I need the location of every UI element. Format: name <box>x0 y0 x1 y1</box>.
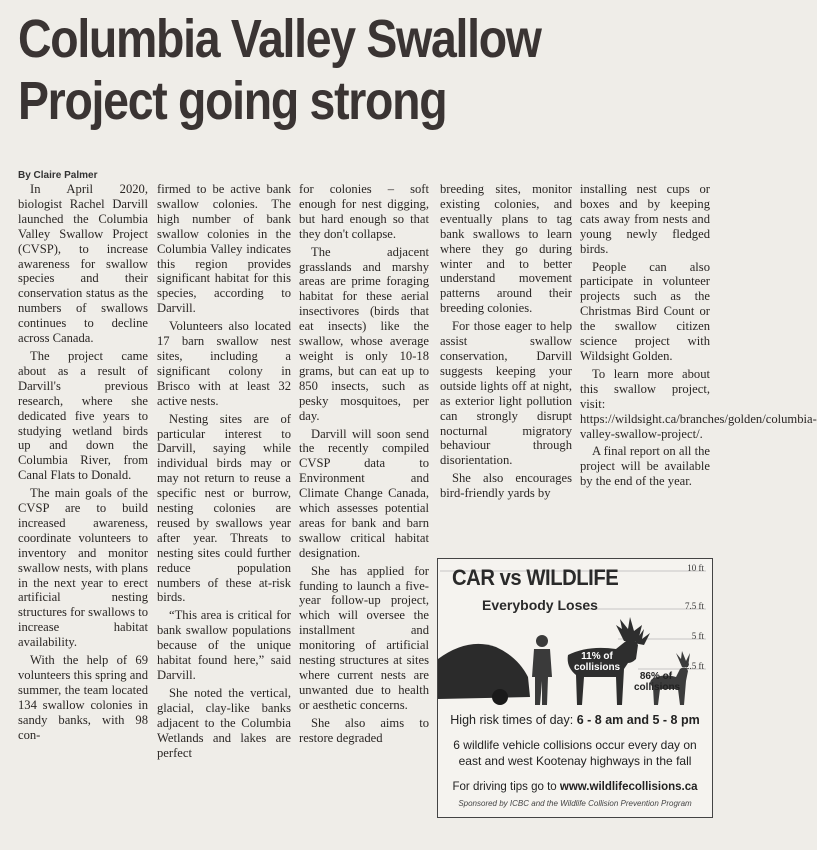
article-column-2 <box>157 182 291 807</box>
article-column-3 <box>299 182 429 807</box>
person-silhouette <box>532 635 552 705</box>
ad-subtitle: Everybody Loses <box>482 597 598 613</box>
headline-line-2: Project going strong <box>18 71 447 131</box>
deer-percent-label: 86% of collisions <box>634 671 681 693</box>
article-paragraph: To learn more about this swallow project, visit: https://wildsight.ca/branches/golden/columbia-valley-swallow-project/. <box>580 366 817 441</box>
article-paragraph: People can also participate in volunteer projects such as the Christmas Bird Count or the swallow citizen science project with Wildsight Golden. <box>580 259 710 363</box>
article-paragraph: breeding sites, monitor existing colonies, and eventually plans to tag bank swallows to learn where they go during winter and to better understand movement patterns around their breeding colonies. <box>440 182 572 316</box>
article-paragraph: “This area is critical for bank swallow populations because of the unique habitat found here,” said Darvill. <box>157 608 291 682</box>
collision-facts: 6 wildlife vehicle collisions occur every day on east and west Kootenay highways in the fall <box>453 738 697 768</box>
height-tick-2-5ft: 2.5 ft <box>685 661 704 671</box>
risk-times <box>438 713 712 727</box>
article-paragraph: installing nest cups or boxes and by keeping cats away from nests and young newly fledged birds. <box>580 182 710 256</box>
tips-link[interactable]: www.wildlifecollisions.ca <box>559 781 698 793</box>
headline-line-1: Columbia Valley Swallow <box>18 9 541 69</box>
sponsor-line: Sponsored by ICBC and the Wildlife Collision Prevention Program <box>458 799 692 808</box>
risk-label: High risk times of day: <box>450 713 574 727</box>
car-silhouette <box>438 644 530 705</box>
article-paragraph: for colonies – soft enough for nest digging, but hard enough so that they don't collapse. <box>299 182 429 241</box>
article-paragraph: Nesting sites are of particular interest to Darvill, saying while individual birds may or may not return to reuse a specific nest or burrow, nesting colonies are reused by swallows year after year. Threats to nesting sites could further reduce population numbers of these at-risk birds. <box>157 411 291 605</box>
article-paragraph: With the help of 69 volunteers this spring and summer, the team located 134 swallow colonies in sandy banks, with 98 con- <box>18 653 148 742</box>
article-paragraph: The main goals of the CVSP are to build increased awareness, coordinate volunteers to inventory and monitor swallow nests, with plans in the next year to erect artificial nesting structures for swallows to increase habitat availability. <box>18 486 148 650</box>
article-paragraph: She has applied for funding to launch a five-year follow-up project, which will oversee the installment and monitoring of artificial nesting structures at sites where current nests are unwanted due to health or aesthetic concerns. <box>299 563 429 712</box>
risk-times-value: 6 - 8 am and 5 - 8 pm <box>576 713 700 727</box>
article-paragraph: She noted the vertical, glacial, clay-like banks adjacent to the Columbia Wetlands and lakes are perfect <box>157 685 291 760</box>
article-paragraph: For those eager to help assist swallow conservation, Darvill suggests keeping your outside lights off at night, as exterior light pollution can strongly disrupt nocturnal migratory behaviour through disorientation. <box>440 319 572 468</box>
moose-percent-label: 11% of collisions <box>574 651 621 673</box>
article-column-1 <box>18 182 148 807</box>
article-paragraph: Volunteers also located 17 barn swallow nest sites, including a significant colony in Brisco with at least 32 active nests. <box>157 319 291 408</box>
height-tick-5ft: 5 ft <box>691 631 704 641</box>
byline: By Claire Palmer <box>18 170 98 181</box>
article-column-5 <box>580 182 817 542</box>
wildlife-collision-ad <box>437 558 713 818</box>
article-paragraph: In April 2020, biologist Rachel Darvill launched the Columbia Valley Swallow Project (CVSP), to increase awareness for swallow species and their conservation status as the numbers of swallows continues to decline across Canada. <box>18 182 148 346</box>
article-paragraph: firmed to be active bank swallow colonies. The high number of bank swallow colonies in the Columbia Valley indicates this region provides significant habitat for this species, according to Darvill. <box>157 182 291 316</box>
height-tick-10ft: 10 ft <box>687 563 704 573</box>
driving-tips <box>438 781 712 793</box>
ad-title: CAR vs WILDLIFE <box>452 565 619 590</box>
article-paragraph: She also aims to restore degraded <box>299 715 429 745</box>
article-paragraph: A final report on all the project will be available by the end of the year. <box>580 444 710 489</box>
article-column-4 <box>440 182 572 542</box>
headline <box>18 8 611 132</box>
article-paragraph: Darvill will soon send the recently compiled CVSP data to Environment and Climate Change Canada, which assesses potential areas for bank and barn swallow critical habitat designation. <box>299 426 429 560</box>
tips-label: For driving tips go to <box>452 781 557 793</box>
article-paragraph: The project came about as a result of Darvill's previous research, where she dedicated five years to studying wetland birds up and down the Columbia River, from Canal Flats to Donald. <box>18 348 148 483</box>
article-paragraph: The adjacent grasslands and marshy areas are prime foraging habitat for these aerial insectivores (birds that eat insects) like the swallow, whose average weight is only 10-18 grams, but can eat up to 850 insects, such as pesky mosquitoes, per day. <box>299 244 429 423</box>
height-tick-7-5ft: 7.5 ft <box>685 601 704 611</box>
article-paragraph: She also encourages bird-friendly yards by <box>440 471 572 501</box>
